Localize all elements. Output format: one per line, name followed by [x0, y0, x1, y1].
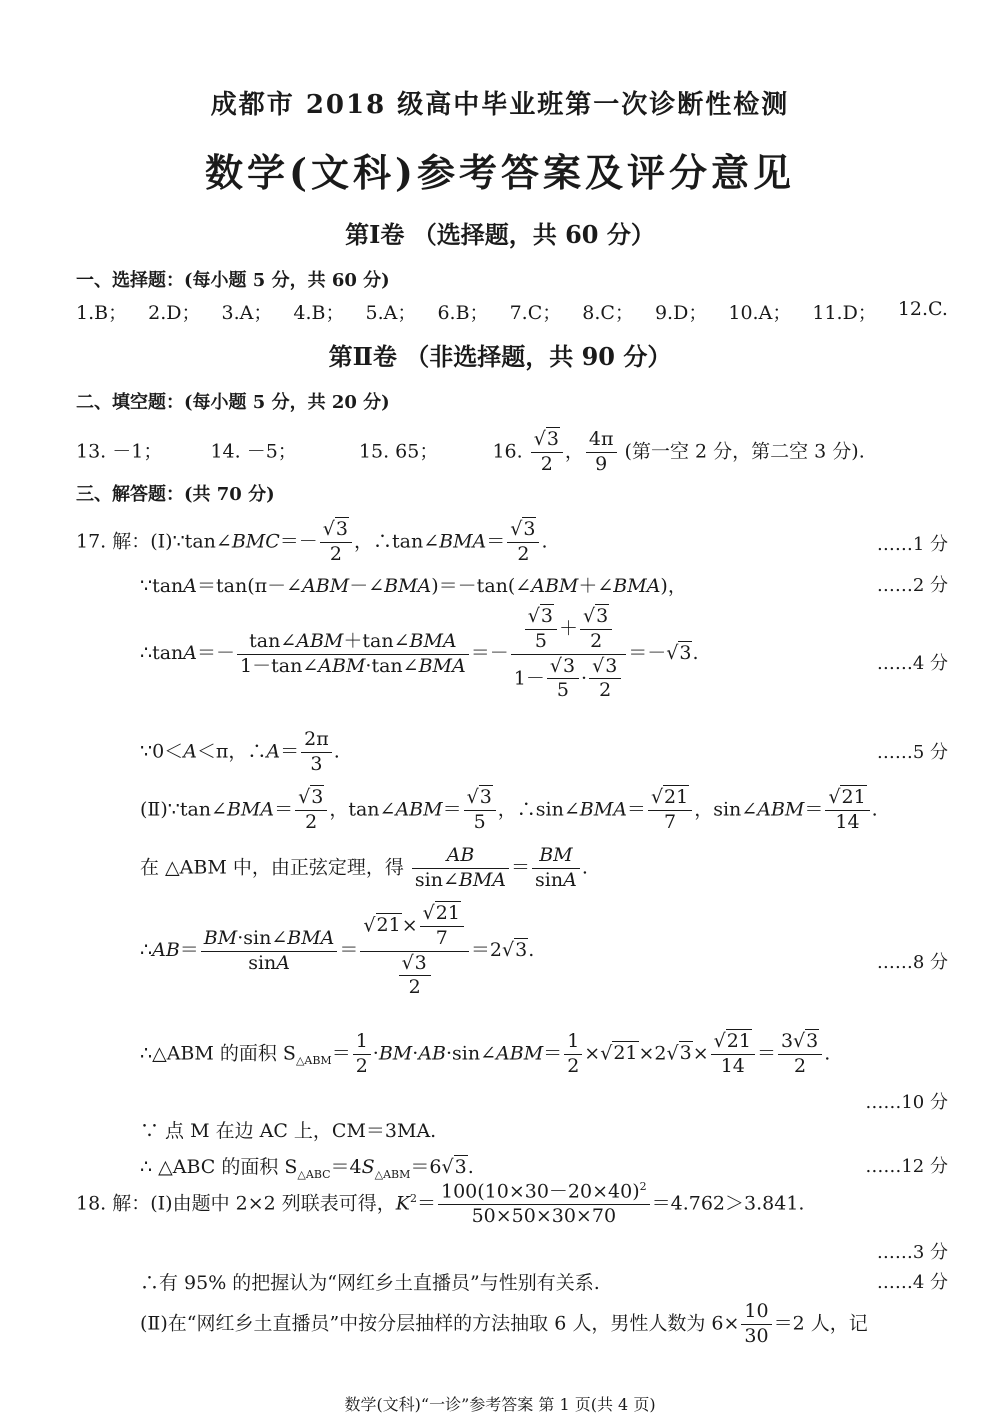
choice-answer: 12.C. — [897, 298, 948, 320]
p17-line-1: 17. 解：(Ⅰ)∵tan∠BMC＝－ $\frac{√3}{2}$ ，∴tan∠BMA＝ $\frac{√3}{2}$ . — [76, 518, 548, 565]
p18-line-3: (Ⅱ)在“网红乡土直播员”中按分层抽样的方法抽取 6 人，男性人数为 6× $\frac{10}{30}$ ＝2 人，记 — [140, 1300, 868, 1347]
score-mark: ……8 分 — [876, 952, 948, 973]
choice-answer: 3.A； — [221, 302, 273, 324]
choice-answers — [76, 298, 948, 325]
choice-answer: 11.D； — [812, 302, 877, 324]
choice-answer: 5.A； — [365, 302, 417, 324]
document-title: 数学(文科)参考答案及评分意见 — [205, 150, 795, 195]
score-mark: ……1 分 — [876, 534, 948, 555]
answer-16-note: (第一空 2 分，第二空 3 分). — [624, 440, 865, 463]
choice-answer: 9.D； — [654, 302, 708, 324]
p17-line-2: ∵tanA＝tan(π－∠ABM－∠BMA)＝－tan(∠ABM＋∠BMA)， — [140, 575, 687, 597]
answer-15: 15. 65； — [358, 440, 439, 463]
choice-answer: 6.B； — [437, 302, 489, 324]
p17-line-5: (Ⅱ)∵tan∠BMA＝ $\frac{√3}{2}$ ，tan∠ABM＝ $\frac{√3}{5}$ ，∴sin∠BMA＝ $\frac{√21}{7}$ ，sin∠ABM＝ $\frac{√21}{14}$ . — [140, 786, 878, 833]
choice-answer: 2.D； — [148, 302, 201, 324]
exam-school-title: 成都市 2018 级高中毕业班第一次诊断性检测 — [210, 90, 790, 120]
fraction: $\frac{√3}{2}$ — [531, 428, 563, 477]
volume-2-heading: 第Ⅱ卷 （非选择题，共 90 分） — [328, 342, 672, 371]
choice-answer: 4.B； — [293, 302, 345, 324]
answer-14: 14. －5； — [210, 440, 297, 463]
fill-blank-answers: 13. －1； 14. －5； 15. 65； 16. $\frac{√3}{2}$ ， $\frac{4\pi}{9}$ (第一空 2 分，第二空 3 分). — [76, 428, 865, 475]
p17-line-6: 在 △ABM 中，由正弦定理，得 $\frac{AB}{\text{sin∠BMA}}$ ＝ $\frac{BM}{\sin A}$ . — [140, 844, 588, 891]
p17-line-10: ∴ △ABC 的面积 $S_{\triangle ABC}=4S_{\triangle ABM}=6√3$. — [140, 1156, 474, 1181]
score-mark: ……5 分 — [876, 742, 948, 763]
section-2-title: 二、填空题：(每小题 5 分，共 20 分) — [76, 392, 390, 413]
p17-line-4: ∵0＜A＜π，∴A＝ $\frac{2\pi}{3}$ . — [140, 728, 340, 775]
choice-answer: 10.A； — [728, 302, 792, 324]
fraction: $\frac{4\pi}{9}$ — [586, 428, 617, 477]
p17-line-3: ∴tanA＝－ $\frac{\text{tan∠ABM＋tan∠BMA}}{\text{1－tan∠ABM·tan∠BMA}}$ ＝－ $\frac{√3}{5}$ ＋ $\frac{√3}{2}$ 1－ $\frac{√3}{5}$ · $\frac{√3}{2}$ ＝－√3. — [140, 605, 699, 702]
score-mark: ……2 分 — [876, 575, 948, 596]
p18-line-1: 18. 解：(Ⅰ)由题中 2×2 列联表可得，$K^2=$ $\frac{100(10\times 30-20\times 40)^2}{50\times 50\times 30\times 70}$ ＝4.762＞3.841. — [76, 1180, 805, 1228]
p18-line-2: ∴有 95% 的把握认为“网红乡土直播员”与性别有关系. — [140, 1272, 600, 1294]
choice-answer: 7.C； — [509, 302, 562, 324]
score-mark: ……10 分 — [865, 1092, 948, 1113]
p17-label: 17. 解：(Ⅰ) — [76, 530, 173, 553]
score-mark: ……3 分 — [876, 1242, 948, 1263]
section-3-title: 三、解答题：(共 70 分) — [76, 484, 275, 505]
section-1-title: 一、选择题：(每小题 5 分，共 60 分) — [76, 270, 390, 291]
p17-line-9: ∵ 点 M 在边 AC 上，CM＝3MA. — [140, 1120, 437, 1142]
score-mark: ……4 分 — [876, 1272, 948, 1293]
p17-line-7: ∴AB＝ $\frac{\text{BM·sin∠BMA}}{\sin A}$ ＝ √21× $\frac{√21}{7}$ $\frac{√3}{2}$ ＝2√3. — [140, 902, 535, 999]
score-mark: ……12 分 — [865, 1156, 948, 1177]
choice-answer: 1.B； — [76, 302, 128, 324]
answer-16-label: 16. — [492, 440, 523, 463]
choice-answer: 8.C； — [582, 302, 634, 324]
page-footer: 数学(文科)“一诊”参考答案 第 1 页(共 4 页) — [344, 1395, 656, 1414]
p17-line-8: ∴△ABM 的面积 $S_{\triangle ABM}=$ $\frac{1}{2}$ ·BM·AB·sin∠ABM＝ $\frac{1}{2}$ ×√21×2√3× $\frac{√21}{14}$ ＝ $\frac{3√3}{2}$ . — [140, 1030, 831, 1077]
answer-13: 13. －1； — [76, 440, 163, 463]
volume-1-heading: 第Ⅰ卷 （选择题，共 60 分） — [345, 220, 655, 249]
score-mark: ……4 分 — [876, 653, 948, 674]
